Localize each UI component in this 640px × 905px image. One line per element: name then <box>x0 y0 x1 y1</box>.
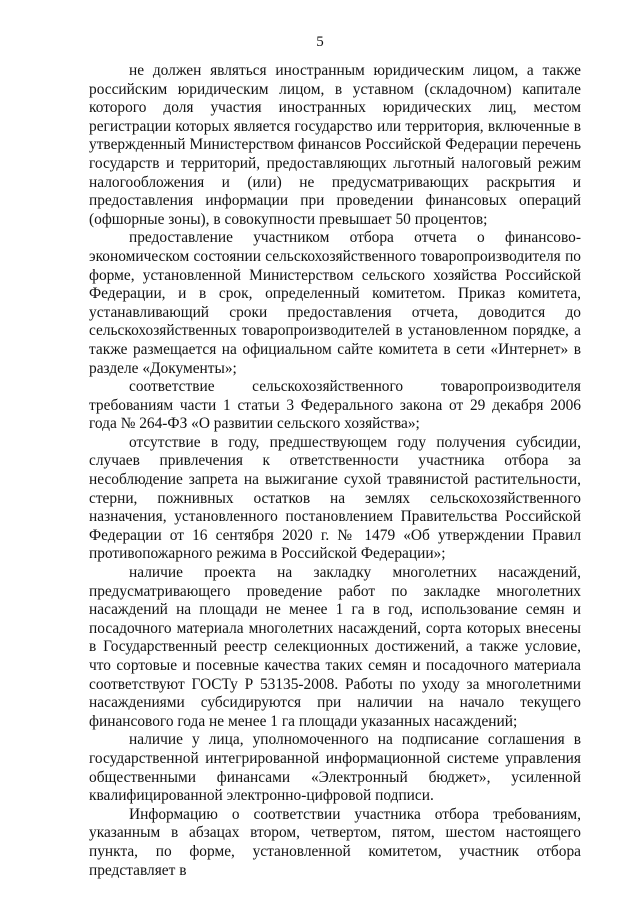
paragraph-financial-report: предоставление участником отбора отчета о финансово-экономическом состоянии сельскохозяйственного товаропроизводителя по форме, установленной Министерством сельского хозяйства Российской Федерации, и в срок, определенный комитетом. Приказ комитета, устанавливающий сроки предоставления отчета, доводится до сельскохозяйственных товаропроизводителей в установленном порядке, а также размещается на официальном сайте комитета в сети «Интернет» в разделе «Документы»; <box>89 229 581 377</box>
document-body <box>89 62 581 880</box>
paragraph-digital-signature: наличие у лица, уполномоченного на подписание соглашения в государственной интегрированной информационной системе управления общественными финансами «Электронный бюджет», усиленной квалифицированной электронно-цифровой подписи. <box>89 731 581 805</box>
paragraph-information-submission: Информацию о соответствии участника отбора требованиям, указанным в абзацах втором, четвертом, пятом, шестом настоящего пункта, по форме, установленной комитетом, участник отбора представляет в <box>89 805 581 879</box>
paragraph-compliance-law: соответствие сельскохозяйственного товаропроизводителя требованиям части 1 статьи 3 Федерального закона от 29 декабря 2006 года № 264-ФЗ «О развитии сельского хозяйства»; <box>89 378 581 433</box>
paragraph-foreign-entity: не должен являться иностранным юридическим лицом, а также российским юридическим лицом, в уставном (складочном) капитале которого доля участия иностранных юридических лиц, местом регистрации которых является государство или территория, включенные в утвержденный Министерством финансов Российской Федерации перечень государств и территорий, предоставляющих льготный налоговый режим налогообложения и (или) не предусматривающих раскрытия и предоставления информации при проведении финансовых операций (офшорные зоны), в совокупности превышает 50 процентов; <box>89 62 581 228</box>
paragraph-no-burning: отсутствие в году, предшествующем году получения субсидии, случаев привлечения к ответственности участника отбора за несоблюдение запрета на выжигание сухой травянистой растительности, стерни, пожнивных остатков на землях сельскохозяйственного назначения, установленного постановлением Правительства Российской Федерации от 16 сентября 2020 г. № 1479 «Об утверждении Правил противопожарного режима в Российской Федерации»; <box>89 433 581 563</box>
page-number: 5 <box>316 34 324 50</box>
paragraph-planting-project: наличие проекта на закладку многолетних насаждений, предусматривающего проведение работ по закладке многолетних насаждений на площади не менее 1 га в год, использование семян и посадочного материала многолетних насаждений, сорта которых внесены в Государственный реестр селекционных достижений, а также условие, что сортовые и посевные качества таких семян и посадочного материала соответствуют ГОСТу Р 53135-2008. Работы по уходу за многолетними насаждениями субсидируются при наличии на начало текущего финансового года не менее 1 га площади указанных насаждений; <box>89 564 581 730</box>
